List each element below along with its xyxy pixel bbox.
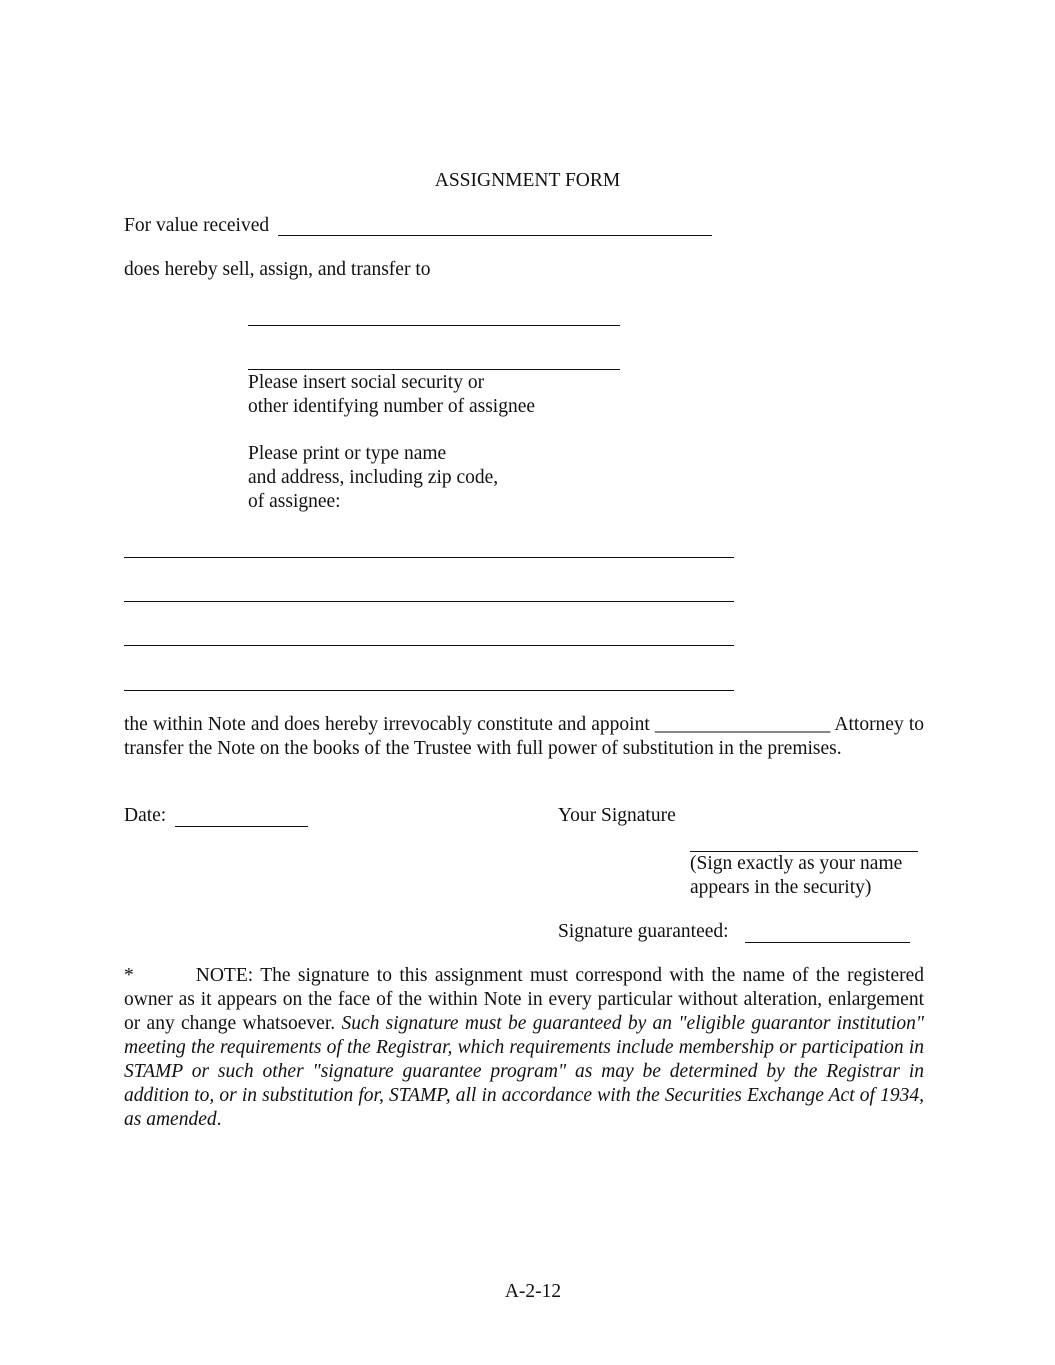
note-asterisk: * [124,965,134,986]
assignee-address-blank-3[interactable] [124,645,734,646]
your-signature-label: Your Signature [558,805,676,826]
signature-guaranteed-label: Signature guaranteed: [558,921,729,942]
note-plain-text: NOTE: The signature to this assignment must correspond with the name of the registered owner as it appears on the face of the within Note in every particular without alteration, enlargement or any change whatsoever. [124,965,924,1034]
assignee-address-blank-4[interactable] [124,690,734,691]
note-italic-text: Such signature must be guaranteed by an "eligible guarantor institution" meeting the requirements of the Registrar, which requirements include membership or participation in STAMP or such other "signature guarantee program" as may be determined by the Registrar in addition to, or in substitution for, STAMP, all in accordance with the Securities Exchange Act of 1934, as amended [124,1013,925,1130]
sign-instruction [690,852,902,900]
form-title: ASSIGNMENT FORM [434,170,621,191]
note-end: . [216,1109,222,1130]
name-instruction [248,442,498,514]
signature-guarantee-blank[interactable] [745,942,910,943]
assignee-id-blank-2[interactable] [248,369,620,370]
value-received-blank[interactable] [278,235,712,236]
appointment-paragraph: the within Note and does hereby irrevocably constitute and appoint __________________ Attorney to transfer the Note on the books of the Trustee with full power of substitution in the premises. [124,714,924,759]
date-label: Date: [124,805,167,826]
ssn-instruction-line: Please insert social security or [248,372,485,393]
assignee-address-blank-2[interactable] [124,601,734,602]
name-instruction-line: Please print or type name [248,443,447,464]
assignee-address-blank-1[interactable] [124,557,734,558]
assignee-id-blank-1[interactable] [248,325,620,326]
value-received-label: For value received [124,215,270,236]
name-instruction-line: of assignee: [248,491,341,512]
sign-instruction-line: (Sign exactly as your name [690,853,903,874]
transfer-label: does hereby sell, assign, and transfer to [124,259,431,280]
ssn-instruction [248,371,535,419]
page-number: A-2-12 [504,1281,562,1302]
note-paragraph [124,964,924,1132]
ssn-instruction-line: other identifying number of assignee [248,396,536,417]
name-instruction-line: and address, including zip code, [248,467,499,488]
date-blank[interactable] [175,826,308,827]
sign-instruction-line: appears in the security) [690,877,872,898]
